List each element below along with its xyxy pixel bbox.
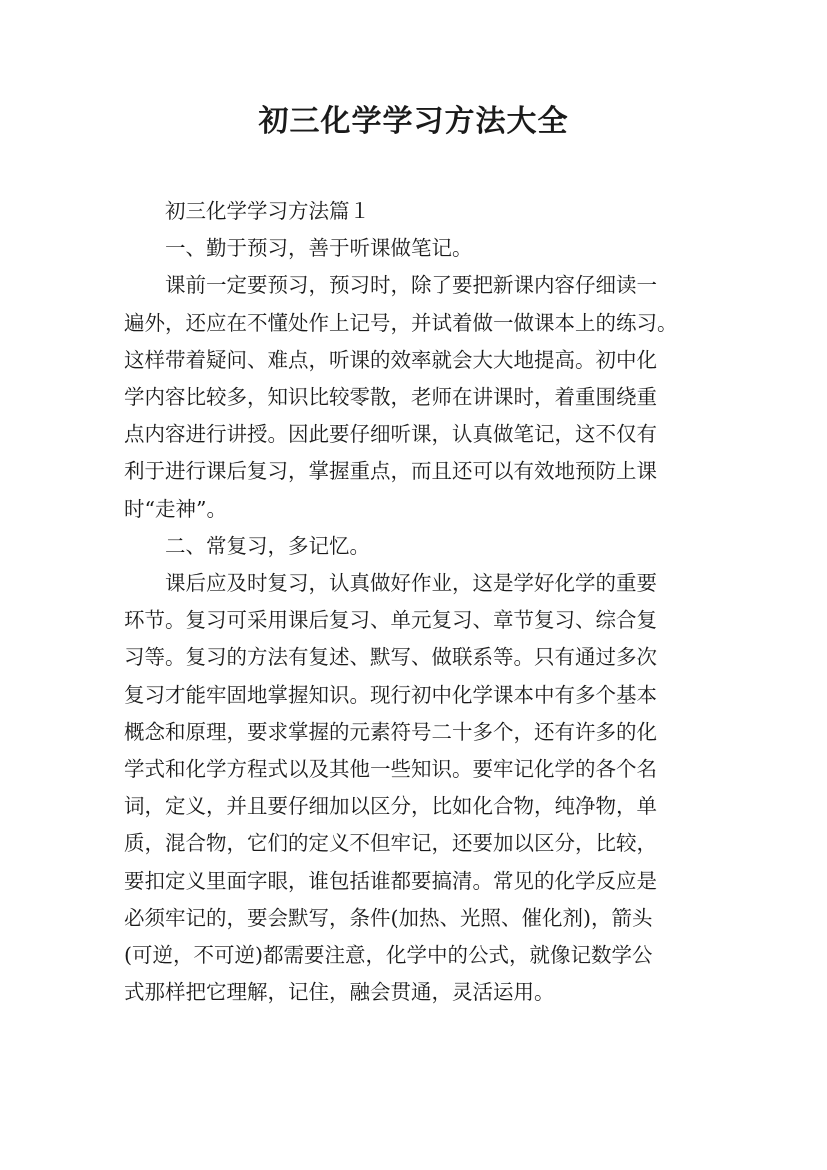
paragraph-line: 习等。复习的方法有复述、默写、做联系等。只有通过多次 xyxy=(124,645,657,670)
paragraph-line: 这样带着疑问、难点，听课的效率就会大大地提高。初中化 xyxy=(124,347,657,372)
paragraph-line: 利于进行课后复习，掌握重点，而且还可以有效地预防上课 xyxy=(124,459,657,484)
paragraph-line: 课前一定要预习，预习时，除了要把新课内容仔细读一 xyxy=(165,273,657,298)
paragraph-2 xyxy=(124,565,708,1011)
paragraph-1 xyxy=(124,267,708,527)
paragraph-line: 时“走神”。 xyxy=(124,496,227,521)
paragraph-line: 遍外，还应在不懂处作上记号，并试着做一做课本上的练习。 xyxy=(124,310,678,335)
heading-2: 二、常复习，多记忆。 xyxy=(165,533,370,558)
paragraph-line: 概念和原理，要求掌握的元素符号二十多个，还有许多的化 xyxy=(124,719,657,744)
paragraph-line: 环节。复习可采用课后复习、单元复习、章节复习、综合复 xyxy=(124,608,657,633)
heading-1: 一、勤于预习，善于听课做笔记。 xyxy=(165,236,473,261)
paragraph-line: 点内容进行讲授。因此要仔细听课，认真做笔记，这不仅有 xyxy=(124,422,657,447)
paragraph-line: 必须牢记的，要会默写，条件(加热、光照、催化剂)，箭头 xyxy=(124,905,653,930)
section-title: 初三化学学习方法篇１ xyxy=(165,199,370,223)
paragraph-line: 课后应及时复习，认真做好作业，这是学好化学的重要 xyxy=(165,571,657,596)
document-title: 初三化学学习方法大全 xyxy=(258,104,569,139)
paragraph-line: 要扣定义里面字眼，谁包括谁都要搞清。常见的化学反应是 xyxy=(124,868,657,893)
paragraph-line: 学内容比较多，知识比较零散，老师在讲课时，着重围绕重 xyxy=(124,385,657,410)
document-body xyxy=(124,193,708,1011)
paragraph-line: (可逆，不可逆)都需要注意，化学中的公式，就像记数学公 xyxy=(124,943,653,968)
paragraph-line: 质，混合物，它们的定义不但牢记，还要加以区分，比较， xyxy=(124,831,657,856)
paragraph-line: 复习才能牢固地掌握知识。现行初中化学课本中有多个基本 xyxy=(124,682,657,707)
paragraph-line: 词，定义，并且要仔细加以区分，比如化合物，纯净物，单 xyxy=(124,794,657,819)
paragraph-line: 学式和化学方程式以及其他一些知识。要牢记化学的各个名 xyxy=(124,757,657,782)
paragraph-line: 式那样把它理解，记住，融会贯通，灵活运用。 xyxy=(124,980,555,1005)
